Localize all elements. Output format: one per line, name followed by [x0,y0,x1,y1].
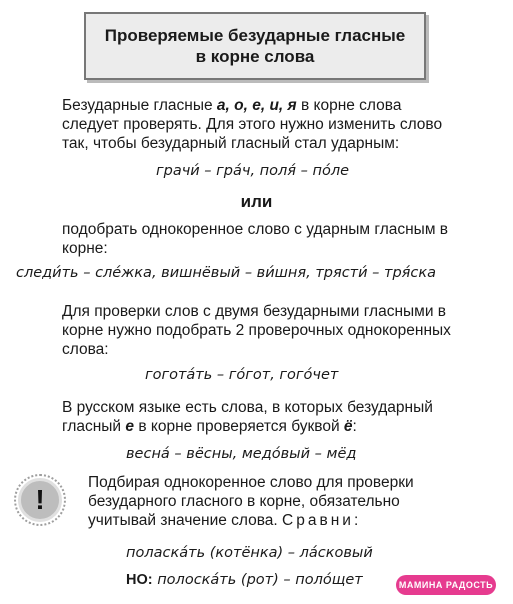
paragraph-intro: Безударные гласные а, о, е, и, я в корне слова следует проверять. Для этого нужно изменить слово так, чтобы безударный гласный стал ударным: [62,97,443,152]
paragraph-meaning: Подбирая однокоренное слово для проверки безударного гласного в корне, обязательно учитывай значение слова. Сравни: [88,474,414,529]
example-5: поласка́ть (котёнка) – ла́сковый [126,545,373,561]
paragraph-related-word: подобрать однокоренное слово с ударным гласным в корне: [62,221,449,257]
but-label: НО: [126,572,153,588]
paragraph-two-vowels: Для проверки слов с двумя безударными гласными в корне нужно подобрать 2 проверочных однокоренных слова: [62,303,451,358]
example-4: весна́ – вёсны, медо́вый – мёд [126,446,357,462]
example-2: следи́ть – сле́жка, вишнёвый – ви́шня, трясти́ – тря́ска [16,265,437,281]
title-box [84,12,426,80]
or-label: или [240,192,273,211]
exclamation-icon: ! [18,478,62,522]
title-line-2: в корне слова [195,47,315,66]
title-line-1: Проверяемые безударные гласные [104,26,406,45]
vowels-list: а, о, е, и, я [216,97,297,114]
example-6: НО: полоска́ть (рот) – поло́щет [126,572,363,588]
brand-badge: МАМИНА РАДОСТЬ [396,575,496,595]
example-1: грачи́ – гра́ч, поля́ – по́ле [156,163,350,179]
paragraph-yo: В русском языке есть слова, в которых безударный гласный е в корне проверяется буквой ё: [62,399,433,435]
example-3: гогота́ть – го́гот, гого́чет [145,367,339,383]
